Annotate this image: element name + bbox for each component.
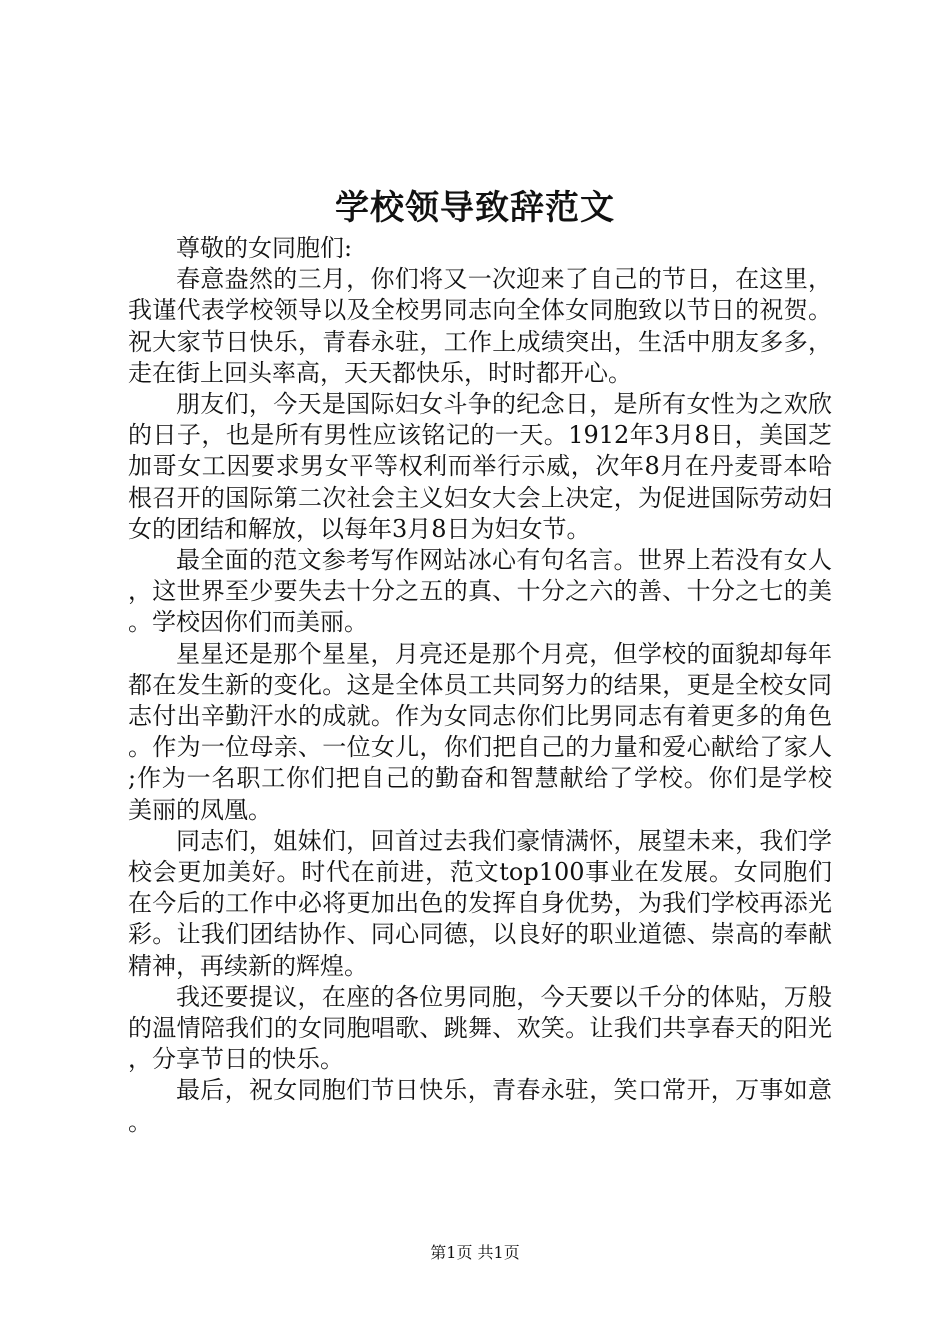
paragraph-7: 最后，祝女同胞们节日快乐，青春永驻，笑口常开，万事如意。 <box>128 1076 832 1136</box>
document-body <box>128 233 832 1138</box>
page-footer: 第1页 共1页 <box>430 1243 520 1262</box>
paragraph-4: 星星还是那个星星，月亮还是那个月亮，但学校的面貌却每年都在发生新的变化。这是全体员工共同努力的结果，更是全校女同志付出辛勤汗水的成就。作为女同志你们比男同志有着更多的角色。作为一位母亲、一位女儿，你们把自己的力量和爱心献给了家人;作为一名职工你们把自己的勤奋和智慧献给了学校。你们是学校美丽的凤凰。 <box>128 639 832 824</box>
paragraph-3: 最全面的范文参考写作网站冰心有句名言。世界上若没有女人，这世界至少要失去十分之五的真、十分之六的善、十分之七的美。学校因你们而美丽。 <box>128 546 832 637</box>
paragraph-5: 同志们，姐妹们，回首过去我们豪情满怀，展望未来，我们学校会更加美好。时代在前进，范文top100事业在发展。女同胞们在今后的工作中必将更加出色的发挥自身优势，为我们学校再添光彩。让我们团结协作、同心同德，以良好的职业道德、崇高的奉献精神，再续新的辉煌。 <box>128 826 832 980</box>
salutation: 尊敬的女同胞们: <box>176 234 353 262</box>
paragraph-2: 朋友们，今天是国际妇女斗争的纪念日，是所有女性为之欢欣的日子，也是所有男性应该铭记的一天。1912年3月8日，美国芝加哥女工因要求男女平等权利而举行示威，次年8月在丹麦哥本哈根召开的国际第二次社会主义妇女大会上决定，为促进国际劳动妇女的团结和解放，以每年3月8日为妇女节。 <box>128 390 832 543</box>
paragraph-6: 我还要提议，在座的各位男同胞，今天要以千分的体贴，万般的温情陪我们的女同胞唱歌、跳舞、欢笑。让我们共享春天的阳光，分享节日的快乐。 <box>128 982 832 1074</box>
document-title: 学校领导致辞范文 <box>335 188 615 228</box>
paragraph-1: 春意盎然的三月，你们将又一次迎来了自己的节日，在这里，我谨代表学校领导以及全校男同志向全体女同胞致以节日的祝贺。祝大家节日快乐，青春永驻，工作上成绩突出，生活中朋友多多，走在街上回头率高，天天都快乐，时时都开心。 <box>128 265 832 387</box>
